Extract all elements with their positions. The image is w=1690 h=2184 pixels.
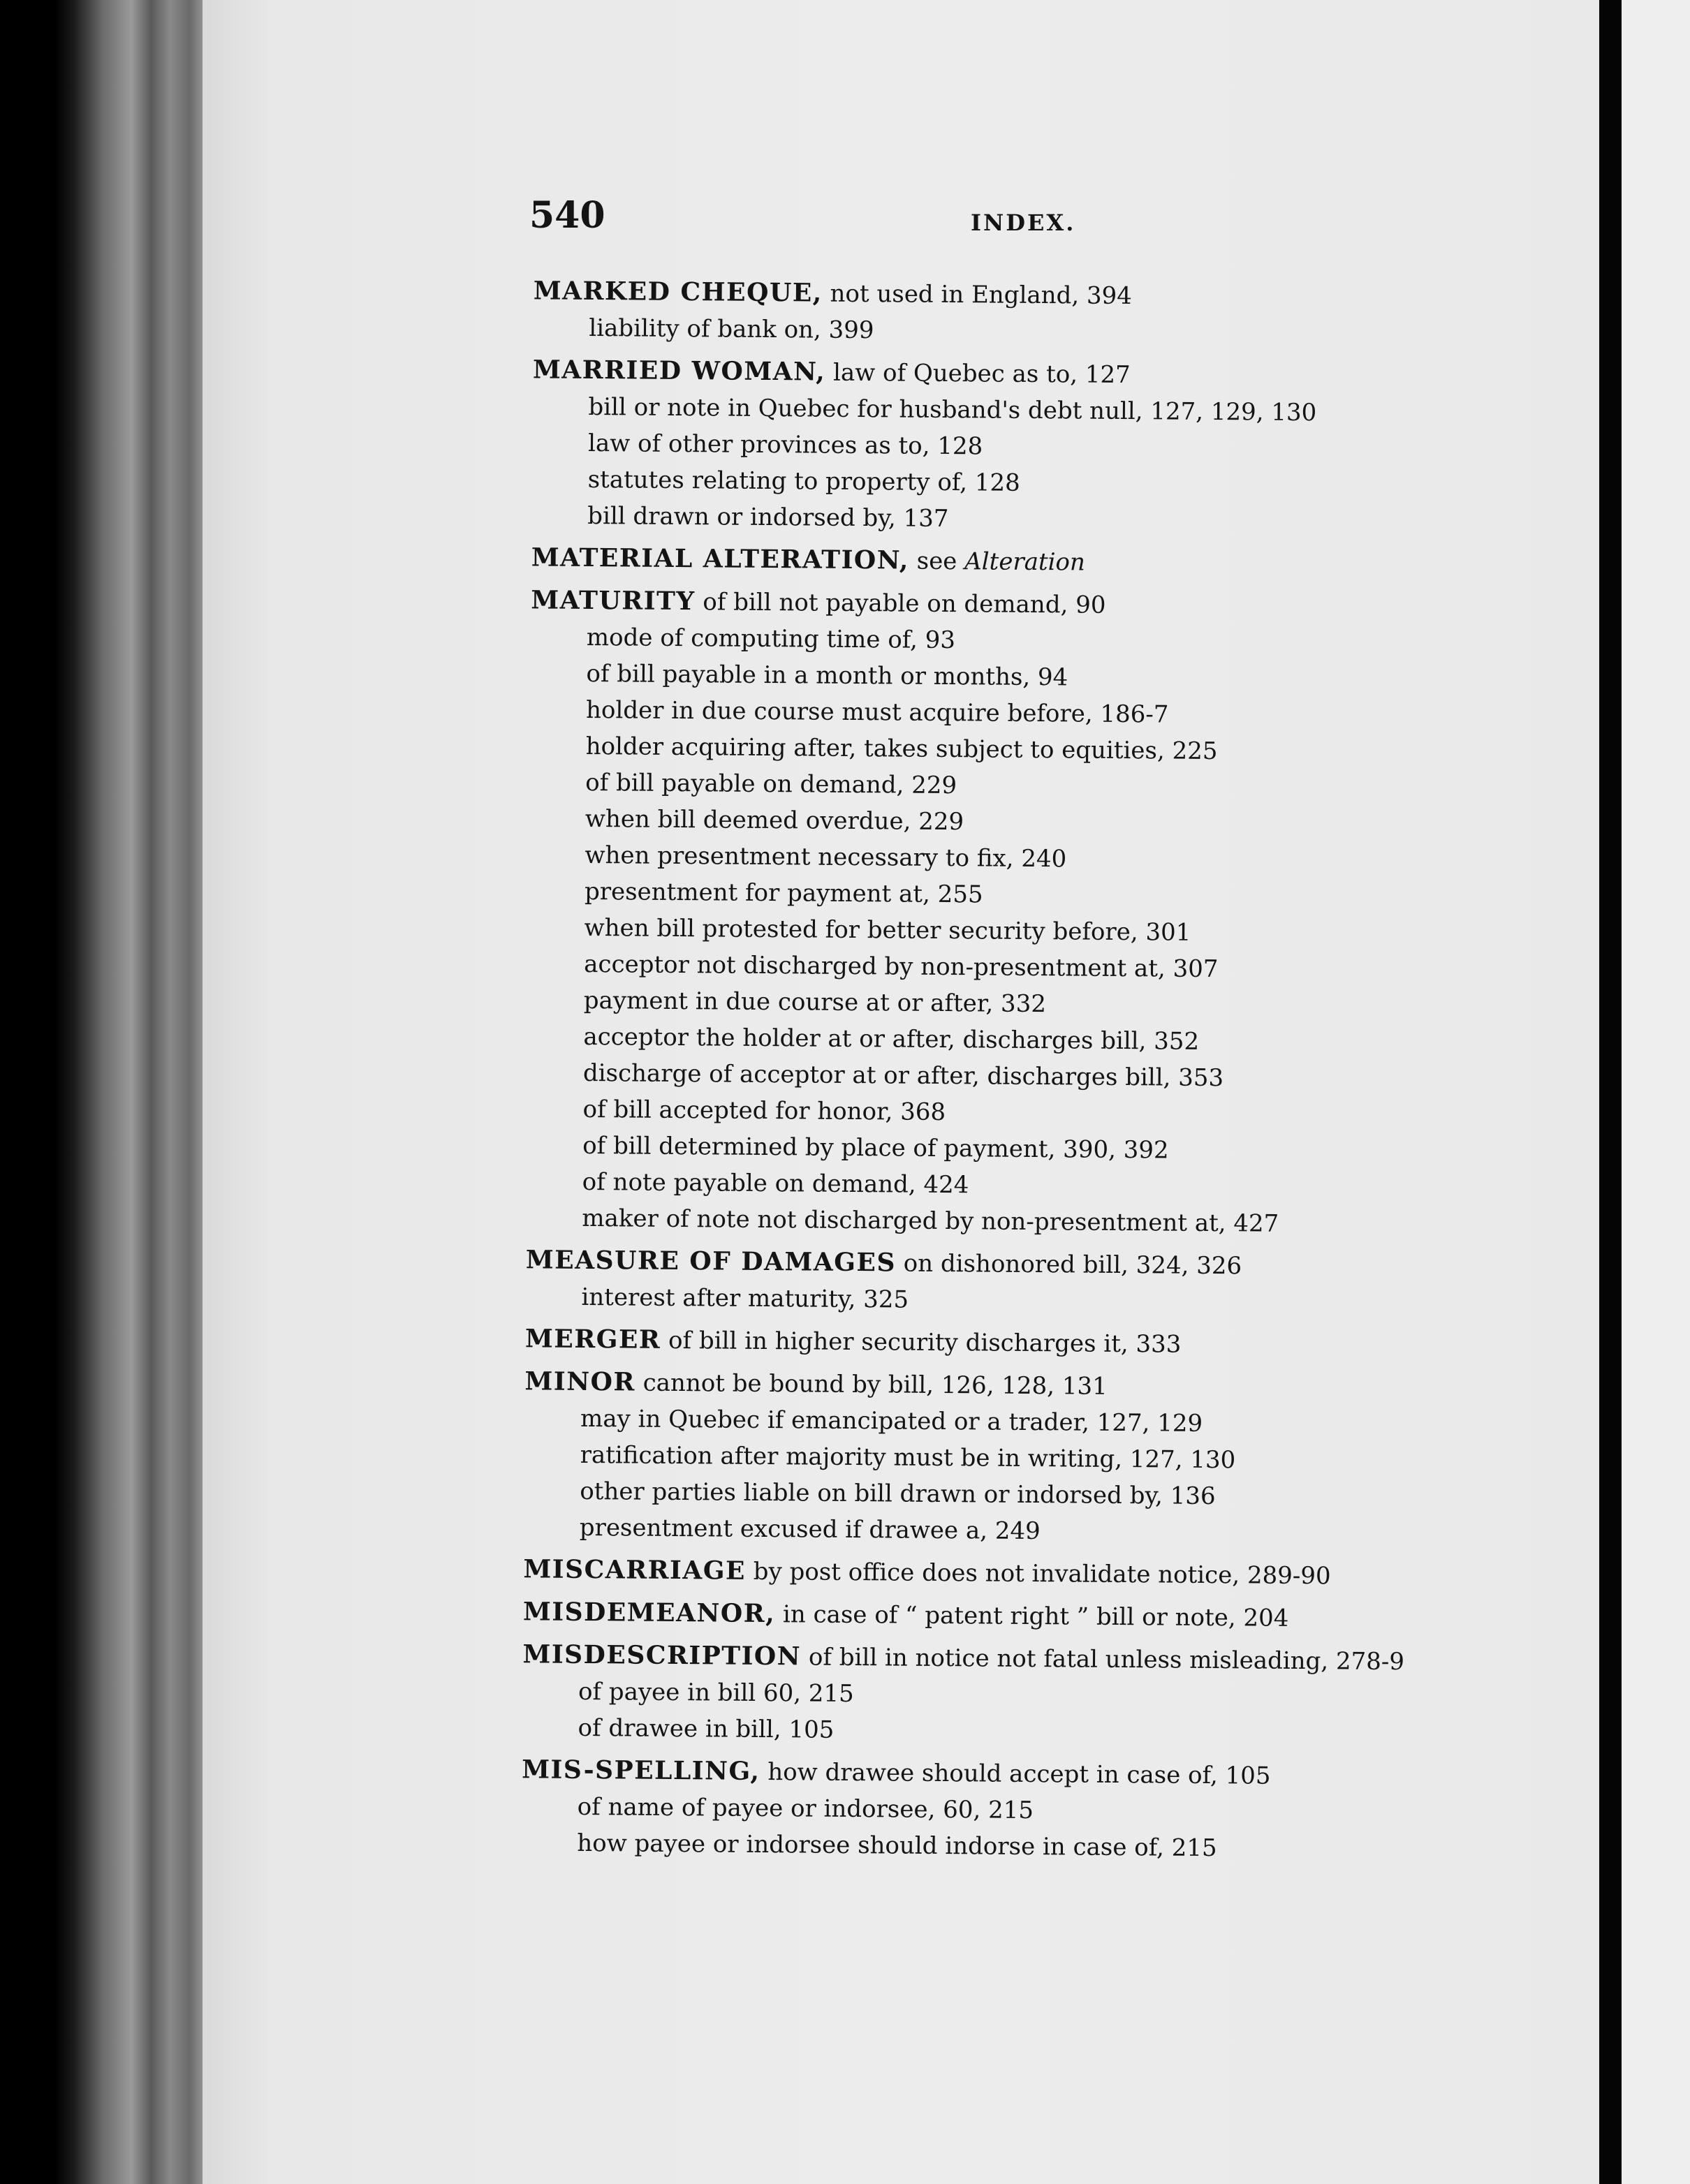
page-gutter — [1599, 0, 1622, 2184]
entry-text: see — [909, 547, 965, 576]
entry-subheading: holder acquiring after, takes subject to equities, 225 — [585, 732, 1218, 766]
entry-subheading: ratification after majority must be in writing, 127, 130 — [580, 1440, 1236, 1475]
entry-subheading: interest after maturity, 325 — [581, 1283, 909, 1314]
index-entry — [502, 272, 1536, 354]
entry-subheading: law of other provinces as to, 128 — [587, 429, 983, 461]
index-entry — [501, 539, 1534, 584]
entry-subheading: when presentment necessary to fix, 240 — [585, 841, 1067, 873]
book-spine — [54, 0, 215, 2184]
entry-heading-line — [492, 1551, 1526, 1596]
entry-subheading: presentment excused if drawee a, 249 — [579, 1513, 1041, 1546]
entry-text: in case of “ patent right ” bill or note, 204 — [775, 1600, 1289, 1632]
entry-subheading: bill drawn or indorsed by, 137 — [587, 501, 949, 533]
entry-subheading: maker of note not discharged by non-presentment at, 427 — [582, 1204, 1279, 1238]
adjacent-page-edge — [1622, 0, 1690, 2184]
entry-term: MEASURE OF DAMAGES — [525, 1245, 897, 1278]
entry-subheading: bill or note in Quebec for husband's debt null, 127, 129, 130 — [588, 392, 1317, 427]
entry-subheading: of bill payable on demand, 229 — [585, 768, 957, 800]
entry-subheading: of note payable on demand, 424 — [582, 1167, 969, 1200]
entry-subheading: payment in due course at or after, 332 — [583, 986, 1047, 1019]
entry-term: MISDEMEANOR, — [522, 1597, 776, 1629]
entry-text: cannot be bound by bill, 126, 128, 131 — [635, 1368, 1108, 1401]
index-entry — [493, 1363, 1528, 1554]
entry-term: MISCARRIAGE — [523, 1554, 747, 1586]
index-entry — [495, 582, 1534, 1244]
page-header — [529, 194, 1158, 250]
entry-term: MATURITY — [531, 585, 696, 617]
entry-text: of bill in notice not fatal unless misleading, 278-9 — [800, 1643, 1405, 1676]
entry-text: on dishonored bill, 324, 326 — [895, 1249, 1242, 1281]
index-entry — [491, 1636, 1525, 1754]
entry-text: of bill in higher security discharges it, 333 — [661, 1326, 1182, 1359]
entry-heading-line — [494, 1320, 1528, 1366]
entry-subheading: how payee or indorsee should indorse in case of, 215 — [577, 1829, 1217, 1863]
entry-subheading: of drawee in bill, 105 — [578, 1713, 835, 1744]
index-entry — [492, 1551, 1526, 1596]
index-entries — [490, 272, 1536, 1875]
entry-term: MIS-SPELLING, — [521, 1755, 760, 1786]
entry-subheading: discharge of acceptor at or after, discharges bill, 353 — [582, 1058, 1224, 1093]
entry-heading-line — [501, 539, 1534, 584]
index-entry — [501, 351, 1536, 542]
entry-text: not used in England, 394 — [822, 279, 1132, 311]
entry-subheading: acceptor the holder at or after, discharges bill, 352 — [583, 1022, 1200, 1056]
entry-text: how drawee should accept in case of, 105 — [760, 1757, 1271, 1790]
entry-subheading: mode of computing time of, 93 — [586, 623, 956, 655]
entry-subheading: acceptor not discharged by non-presentment at, 307 — [584, 950, 1219, 984]
entry-subheading: may in Quebec if emancipated or a trader, 127, 129 — [580, 1404, 1203, 1438]
entry-subheading: when bill deemed overdue, 229 — [585, 804, 964, 836]
index-entry — [490, 1751, 1524, 1869]
entry-subheading: of bill determined by place of payment, 390, 392 — [582, 1131, 1169, 1165]
index-entry — [494, 1320, 1528, 1366]
entry-term: MARRIED WOMAN, — [532, 355, 826, 387]
entry-subheading: presentment for payment at, 255 — [584, 877, 983, 909]
entry-text: law of Quebec as to, 127 — [825, 358, 1131, 390]
entry-text: of bill not payable on demand, 90 — [695, 588, 1106, 619]
entry-subheading: statutes relating to property of, 128 — [587, 465, 1020, 497]
running-head: INDEX. — [971, 209, 1076, 236]
entry-term: MATERIAL ALTERATION, — [531, 543, 910, 575]
entry-subheading: liability of bank on, 399 — [589, 313, 874, 345]
entry-subheading: other parties liable on bill drawn or indorsed by, 136 — [580, 1477, 1216, 1511]
entry-text: by post office does not invalidate notice, 289-90 — [745, 1557, 1331, 1591]
entry-subheading: of bill payable in a month or months, 94 — [586, 659, 1068, 692]
entry-term: MARKED CHEQUE, — [533, 276, 823, 308]
entry-subheading: holder in due course must acquire before, 186-7 — [585, 695, 1169, 729]
entry-term: MERGER — [524, 1324, 661, 1355]
entry-subheading: of payee in bill 60, 215 — [578, 1677, 854, 1709]
entry-subheading: of bill accepted for honor, 368 — [582, 1095, 946, 1127]
index-entry — [492, 1593, 1526, 1639]
entry-subheading: of name of payee or indorsee, 60, 215 — [577, 1792, 1034, 1825]
entry-subheading: when bill protested for better security before, 301 — [584, 913, 1191, 947]
entry-heading-line — [492, 1593, 1526, 1639]
entry-term: MINOR — [524, 1366, 636, 1397]
entry-term: MISDESCRIPTION — [522, 1639, 802, 1672]
index-entry — [494, 1241, 1529, 1323]
entry-cross-reference: Alteration — [964, 547, 1085, 577]
page-number: 540 — [529, 194, 605, 237]
